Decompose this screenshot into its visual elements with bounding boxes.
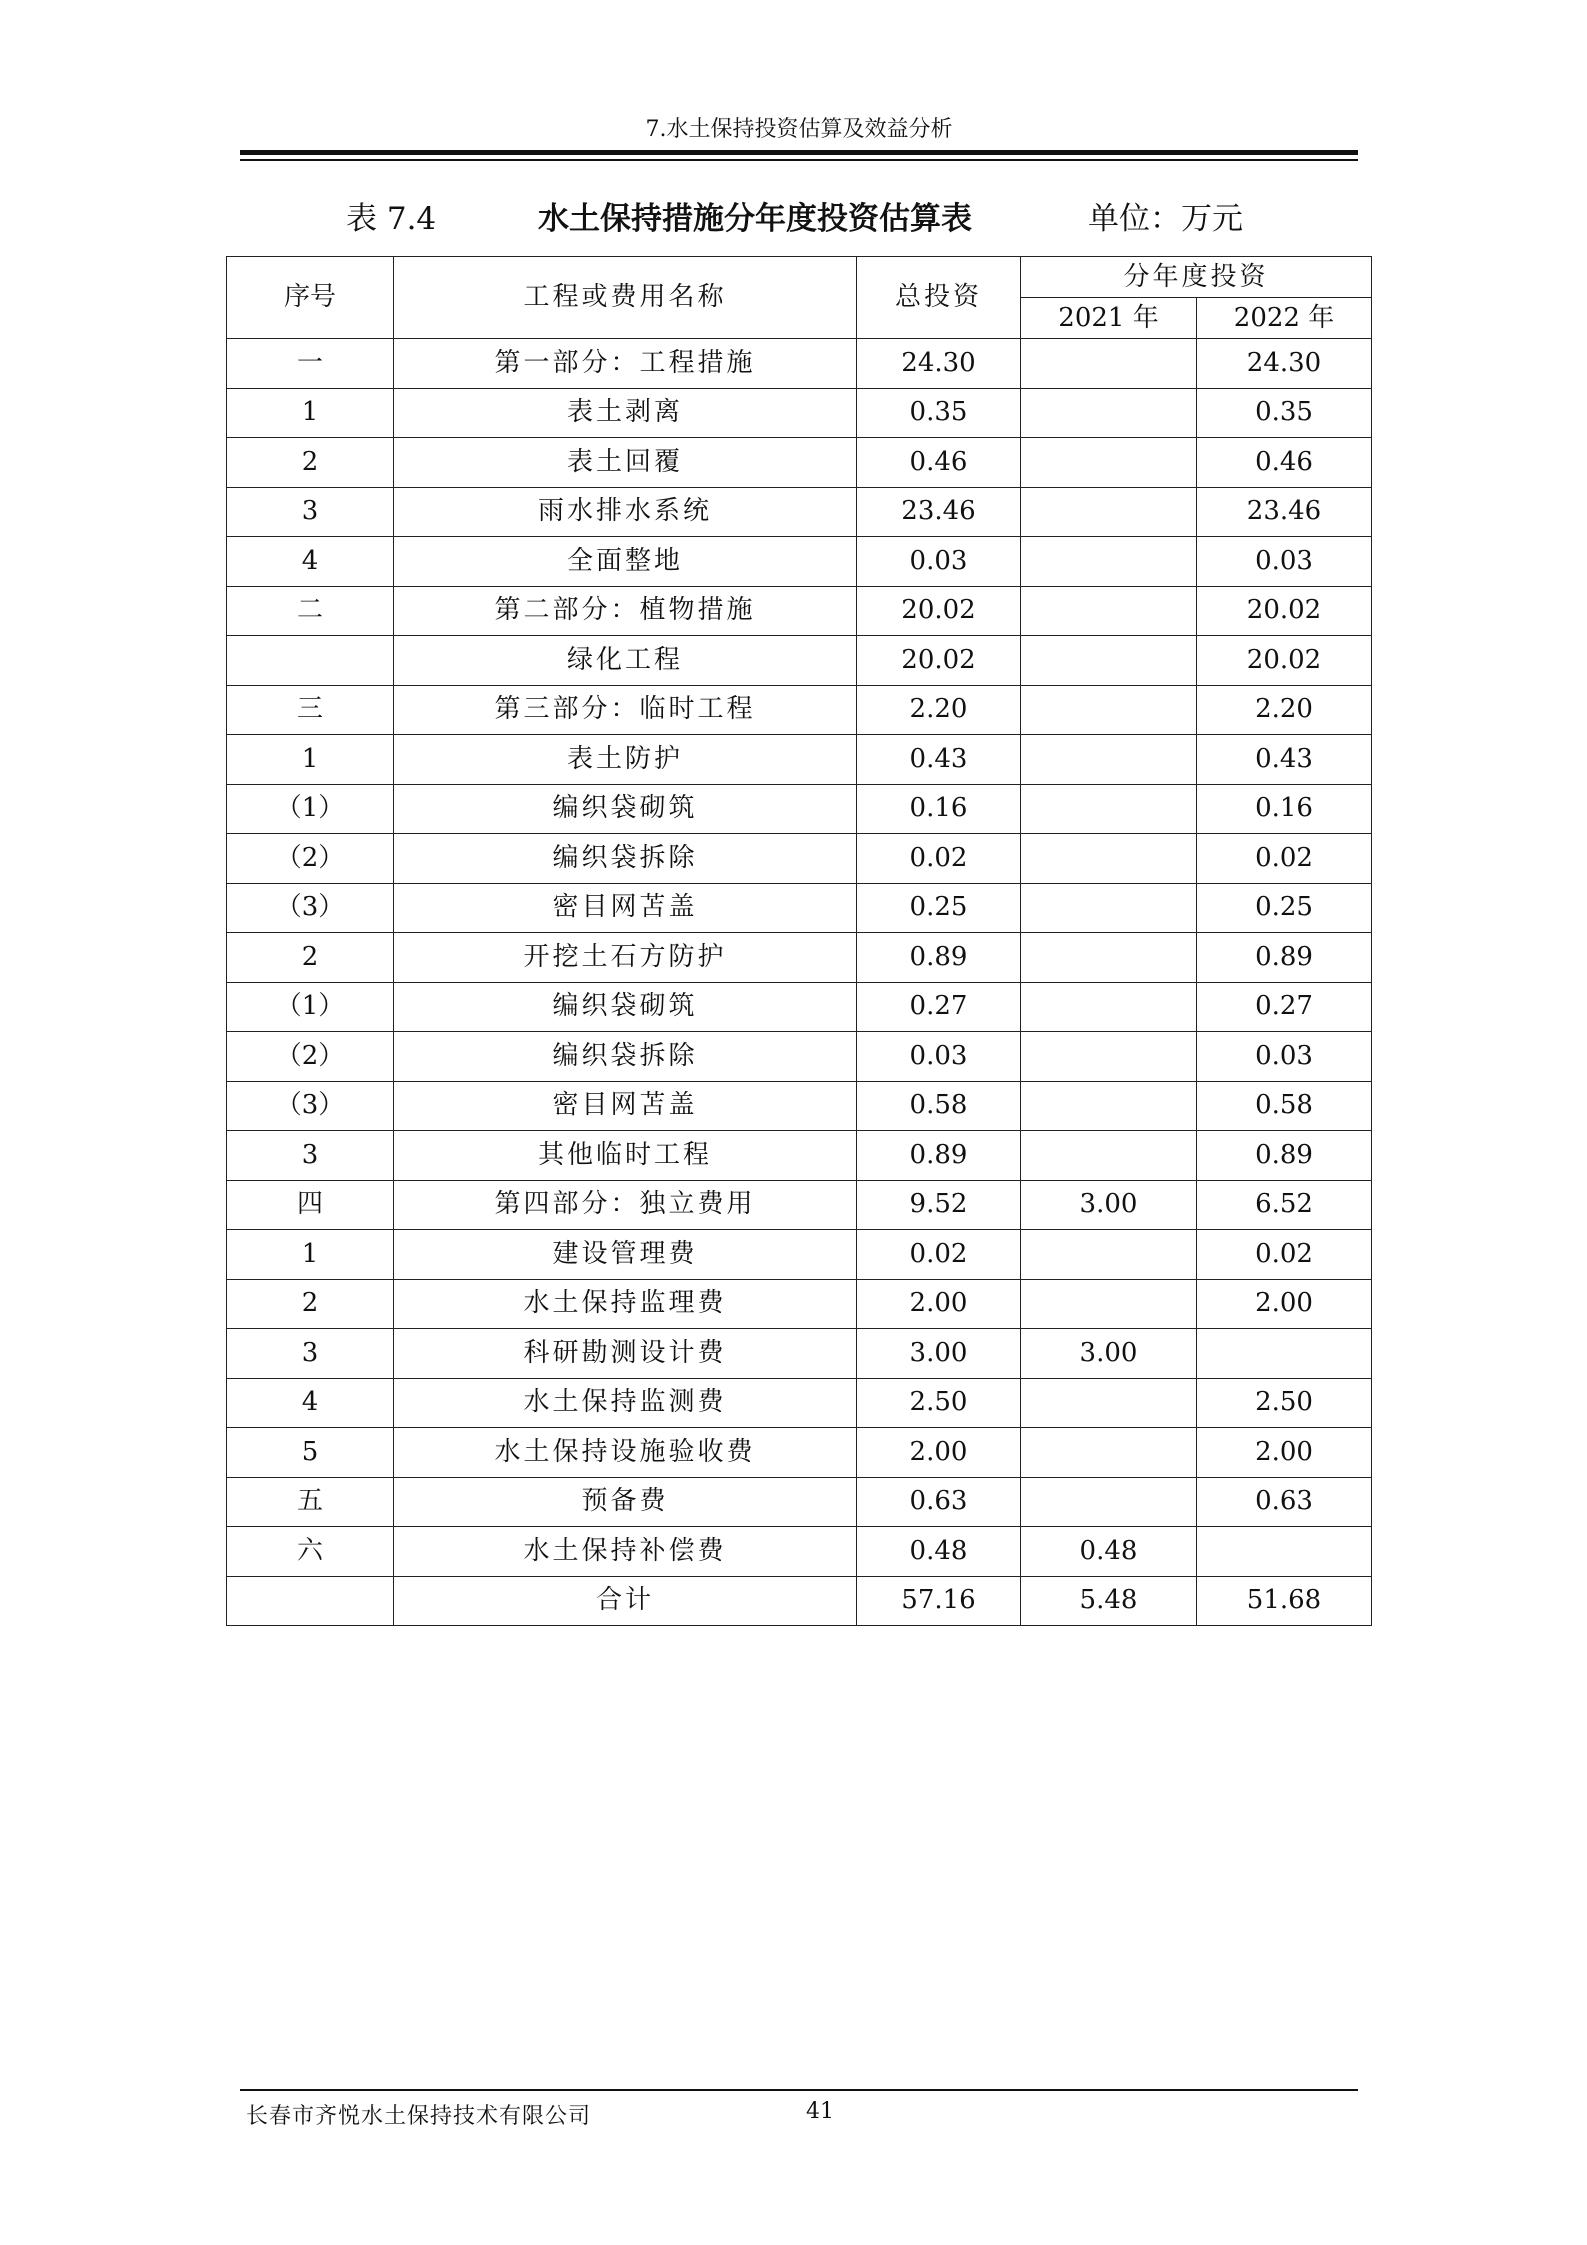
cell-2021 — [1021, 487, 1197, 537]
header-seq: 序号 — [227, 257, 394, 339]
cell-2021 — [1021, 388, 1197, 438]
cell-2022: 20.02 — [1197, 636, 1372, 686]
header-2022: 2022 年 — [1197, 298, 1372, 339]
cell-2022: 24.30 — [1197, 339, 1372, 389]
cell-seq: 2 — [227, 1279, 394, 1329]
cell-2022: 2.00 — [1197, 1279, 1372, 1329]
table-row — [227, 933, 1372, 983]
investment-table — [226, 256, 1372, 1626]
cell-name: 其他临时工程 — [394, 1131, 857, 1181]
cell-seq: 二 — [227, 586, 394, 636]
cell-2021 — [1021, 933, 1197, 983]
cell-2021: 3.00 — [1021, 1329, 1197, 1379]
cell-2021 — [1021, 834, 1197, 884]
table-row — [227, 438, 1372, 488]
table-row — [227, 586, 1372, 636]
cell-name: 编织袋拆除 — [394, 834, 857, 884]
cell-2021 — [1021, 1032, 1197, 1082]
cell-name: 水土保持补偿费 — [394, 1527, 857, 1577]
cell-total: 57.16 — [857, 1576, 1021, 1626]
cell-name: 密目网苫盖 — [394, 883, 857, 933]
cell-2021 — [1021, 735, 1197, 785]
cell-2021 — [1021, 784, 1197, 834]
cell-seq: 1 — [227, 1230, 394, 1280]
cell-name: 第一部分：工程措施 — [394, 339, 857, 389]
table-header — [227, 257, 1372, 339]
cell-total: 0.89 — [857, 933, 1021, 983]
cell-total: 9.52 — [857, 1180, 1021, 1230]
cell-seq: 4 — [227, 537, 394, 587]
cell-total: 0.25 — [857, 883, 1021, 933]
cell-name: 开挖土石方防护 — [394, 933, 857, 983]
cell-name: 第四部分：独立费用 — [394, 1180, 857, 1230]
cell-total: 0.03 — [857, 537, 1021, 587]
table-row — [227, 1279, 1372, 1329]
footer-company: 长春市齐悦水土保持技术有限公司 — [246, 2104, 592, 2129]
table-row — [227, 339, 1372, 389]
cell-name: 雨水排水系统 — [394, 487, 857, 537]
header-2021: 2021 年 — [1021, 298, 1197, 339]
cell-2022 — [1197, 1329, 1372, 1379]
table-row — [227, 1131, 1372, 1181]
table-row — [227, 636, 1372, 686]
cell-name: 第二部分：植物措施 — [394, 586, 857, 636]
cell-2022: 0.58 — [1197, 1081, 1372, 1131]
cell-2021 — [1021, 438, 1197, 488]
cell-total: 2.50 — [857, 1378, 1021, 1428]
cell-name: 表土防护 — [394, 735, 857, 785]
cell-seq: 一 — [227, 339, 394, 389]
cell-total: 20.02 — [857, 636, 1021, 686]
header-annual: 分年度投资 — [1021, 257, 1372, 298]
table-row — [227, 1527, 1372, 1577]
cell-2021 — [1021, 537, 1197, 587]
cell-total: 0.43 — [857, 735, 1021, 785]
cell-total: 23.46 — [857, 487, 1021, 537]
cell-name: 水土保持监测费 — [394, 1378, 857, 1428]
cell-2022: 23.46 — [1197, 487, 1372, 537]
cell-seq: 四 — [227, 1180, 394, 1230]
cell-2021 — [1021, 1230, 1197, 1280]
cell-2022: 0.63 — [1197, 1477, 1372, 1527]
cell-2022: 20.02 — [1197, 586, 1372, 636]
table-row — [227, 685, 1372, 735]
cell-name: 建设管理费 — [394, 1230, 857, 1280]
cell-seq: 3 — [227, 487, 394, 537]
table-title: 水土保持措施分年度投资估算表 — [538, 201, 972, 237]
cell-seq: 五 — [227, 1477, 394, 1527]
table-row — [227, 1329, 1372, 1379]
cell-2021 — [1021, 685, 1197, 735]
cell-seq: （2） — [227, 1032, 394, 1082]
table-row — [227, 1378, 1372, 1428]
cell-name: 第三部分：临时工程 — [394, 685, 857, 735]
cell-seq: （2） — [227, 834, 394, 884]
cell-total: 2.00 — [857, 1279, 1021, 1329]
cell-2021: 5.48 — [1021, 1576, 1197, 1626]
cell-total: 0.46 — [857, 438, 1021, 488]
cell-2022: 2.00 — [1197, 1428, 1372, 1478]
table-row — [227, 1576, 1372, 1626]
table-row — [227, 982, 1372, 1032]
table-row — [227, 1180, 1372, 1230]
table-row — [227, 1477, 1372, 1527]
cell-2022 — [1197, 1527, 1372, 1577]
cell-total: 0.02 — [857, 834, 1021, 884]
cell-2022: 0.03 — [1197, 1032, 1372, 1082]
cell-seq: 1 — [227, 735, 394, 785]
cell-2022: 0.16 — [1197, 784, 1372, 834]
cell-seq: 5 — [227, 1428, 394, 1478]
cell-2022: 0.02 — [1197, 1230, 1372, 1280]
cell-2022: 0.43 — [1197, 735, 1372, 785]
cell-seq: 1 — [227, 388, 394, 438]
header-rule-thick — [240, 150, 1358, 155]
cell-seq: 2 — [227, 438, 394, 488]
table-row — [227, 1032, 1372, 1082]
cell-2022: 0.27 — [1197, 982, 1372, 1032]
cell-2021 — [1021, 586, 1197, 636]
cell-name: 绿化工程 — [394, 636, 857, 686]
cell-name: 合计 — [394, 1576, 857, 1626]
cell-2021: 3.00 — [1021, 1180, 1197, 1230]
cell-total: 2.20 — [857, 685, 1021, 735]
cell-2021 — [1021, 1131, 1197, 1181]
cell-2022: 0.46 — [1197, 438, 1372, 488]
table-row — [227, 1230, 1372, 1280]
cell-2021 — [1021, 339, 1197, 389]
running-header: 7.水土保持投资估算及效益分析 — [645, 117, 953, 142]
cell-2021 — [1021, 1428, 1197, 1478]
cell-2021 — [1021, 1081, 1197, 1131]
cell-total: 2.00 — [857, 1428, 1021, 1478]
cell-name: 编织袋砌筑 — [394, 784, 857, 834]
cell-2021 — [1021, 883, 1197, 933]
cell-2022: 0.89 — [1197, 1131, 1372, 1181]
cell-name: 编织袋拆除 — [394, 1032, 857, 1082]
cell-seq: （1） — [227, 784, 394, 834]
cell-total: 0.35 — [857, 388, 1021, 438]
table-row — [227, 537, 1372, 587]
cell-total: 0.58 — [857, 1081, 1021, 1131]
cell-total: 0.48 — [857, 1527, 1021, 1577]
header-name: 工程或费用名称 — [394, 257, 857, 339]
table-row — [227, 834, 1372, 884]
cell-seq: 三 — [227, 685, 394, 735]
cell-2021 — [1021, 636, 1197, 686]
table-row — [227, 1428, 1372, 1478]
table-row — [227, 1081, 1372, 1131]
cell-seq: （3） — [227, 1081, 394, 1131]
cell-seq: 4 — [227, 1378, 394, 1428]
cell-name: 预备费 — [394, 1477, 857, 1527]
cell-2021 — [1021, 1378, 1197, 1428]
cell-2021 — [1021, 982, 1197, 1032]
cell-seq: 3 — [227, 1329, 394, 1379]
cell-2021: 0.48 — [1021, 1527, 1197, 1577]
table-row — [227, 784, 1372, 834]
cell-seq: （3） — [227, 883, 394, 933]
cell-2022: 51.68 — [1197, 1576, 1372, 1626]
cell-2021 — [1021, 1279, 1197, 1329]
cell-total: 20.02 — [857, 586, 1021, 636]
cell-seq: （1） — [227, 982, 394, 1032]
cell-name: 水土保持设施验收费 — [394, 1428, 857, 1478]
cell-total: 0.16 — [857, 784, 1021, 834]
cell-seq: 六 — [227, 1527, 394, 1577]
cell-2022: 0.89 — [1197, 933, 1372, 983]
cell-total: 0.89 — [857, 1131, 1021, 1181]
table-body — [227, 339, 1372, 1626]
table-row — [227, 388, 1372, 438]
cell-2022: 2.20 — [1197, 685, 1372, 735]
cell-total: 0.03 — [857, 1032, 1021, 1082]
cell-2022: 0.35 — [1197, 388, 1372, 438]
cell-2021 — [1021, 1477, 1197, 1527]
cell-2022: 0.03 — [1197, 537, 1372, 587]
cell-total: 3.00 — [857, 1329, 1021, 1379]
header-rule-thin — [240, 159, 1358, 161]
cell-name: 水土保持监理费 — [394, 1279, 857, 1329]
cell-seq — [227, 636, 394, 686]
cell-total: 0.27 — [857, 982, 1021, 1032]
table-unit: 单位：万元 — [1088, 201, 1243, 237]
header-total: 总投资 — [857, 257, 1021, 339]
cell-total: 24.30 — [857, 339, 1021, 389]
cell-name: 表土剥离 — [394, 388, 857, 438]
table-row — [227, 735, 1372, 785]
cell-2022: 6.52 — [1197, 1180, 1372, 1230]
cell-seq: 3 — [227, 1131, 394, 1181]
cell-name: 科研勘测设计费 — [394, 1329, 857, 1379]
cell-total: 0.63 — [857, 1477, 1021, 1527]
cell-name: 表土回覆 — [394, 438, 857, 488]
cell-total: 0.02 — [857, 1230, 1021, 1280]
cell-2022: 2.50 — [1197, 1378, 1372, 1428]
cell-2022: 0.25 — [1197, 883, 1372, 933]
cell-seq: 2 — [227, 933, 394, 983]
cell-seq — [227, 1576, 394, 1626]
cell-name: 全面整地 — [394, 537, 857, 587]
footer-rule — [240, 2089, 1358, 2091]
cell-2022: 0.02 — [1197, 834, 1372, 884]
cell-name: 密目网苫盖 — [394, 1081, 857, 1131]
table-number: 表 7.4 — [346, 201, 437, 237]
table-row — [227, 487, 1372, 537]
cell-name: 编织袋砌筑 — [394, 982, 857, 1032]
table-row — [227, 883, 1372, 933]
page-number: 41 — [806, 2099, 834, 2124]
